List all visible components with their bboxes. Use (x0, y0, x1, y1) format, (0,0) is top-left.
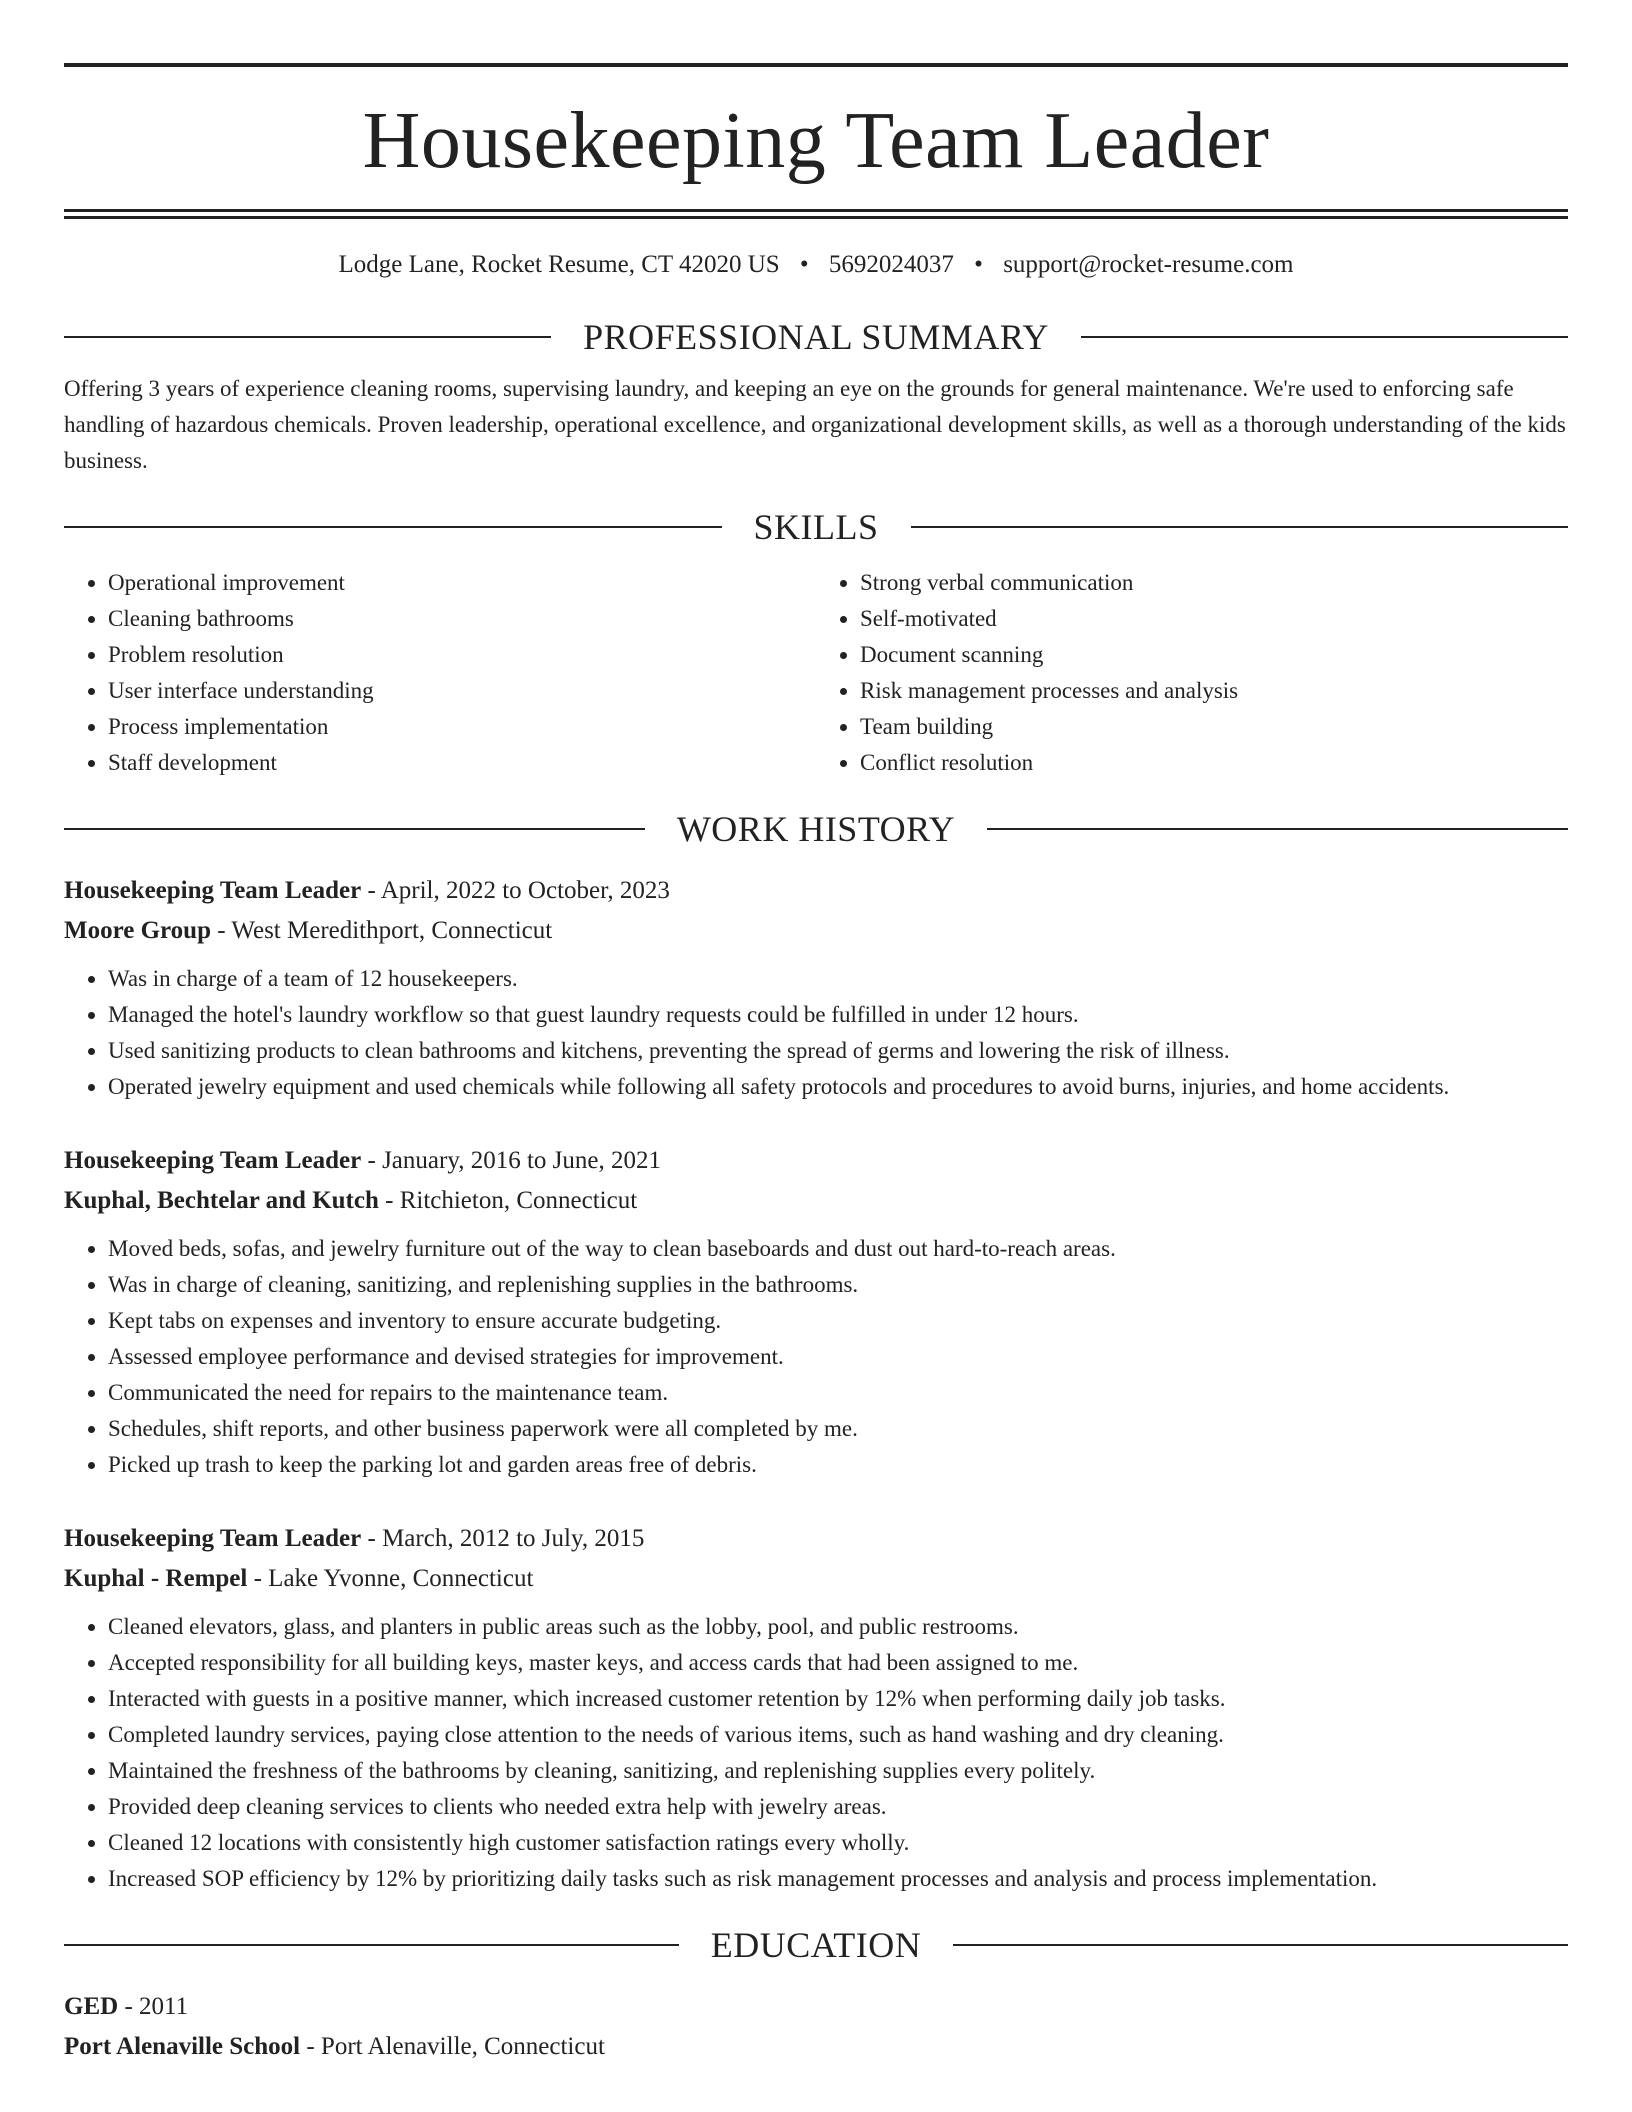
job-title-line (64, 1519, 1568, 1559)
job-bullet: • Cleaned 12 locations with consistently high customer satisfaction ratings every wholly. (108, 1825, 1568, 1861)
job-bullet: • Was in charge of cleaning, sanitizing, and replenishing supplies in the bathrooms. (108, 1267, 1568, 1303)
job-title: Housekeeping Team Leader (64, 1147, 362, 1174)
job-bullet: • Provided deep cleaning services to clients who needed extra help with jewelry areas. (108, 1789, 1568, 1825)
job-dates: - January, 2016 to June, 2021 (361, 1147, 661, 1174)
skill-item: • Problem resolution (108, 637, 816, 673)
skill-item: • Cleaning bathrooms (108, 601, 816, 637)
section-title-work: WORK HISTORY (676, 809, 956, 849)
job-bullet: • Increased SOP efficiency by 12% by prioritizing daily tasks such as risk management processes and analysis and process implementation. (108, 1861, 1568, 1897)
skill-item: • User interface understanding (108, 673, 816, 709)
skill-item: • Operational improvement (108, 565, 816, 601)
education-year: - 2011 (118, 1993, 189, 2020)
double-rule (64, 209, 1568, 219)
contact-email: support@rocket-resume.com (1003, 251, 1294, 278)
job-dates: - April, 2022 to October, 2023 (361, 877, 670, 904)
job-company: Moore Group (64, 917, 211, 944)
job-location: - Ritchieton, Connecticut (378, 1187, 638, 1214)
education-degree-line (64, 1987, 1568, 2027)
job-title-line (64, 871, 1568, 911)
section-header-education (64, 1923, 1568, 1967)
section-title-education: EDUCATION (710, 1925, 922, 1965)
job-bullet: • Maintained the freshness of the bathrooms by cleaning, sanitizing, and replenishing supplies every politely. (108, 1753, 1568, 1789)
job-bullet: • Assessed employee performance and devised strategies for improvement. (108, 1339, 1568, 1375)
job-entry (64, 1141, 1568, 1483)
section-rule (911, 526, 1569, 528)
job-bullet: • Accepted responsibility for all building keys, master keys, and access cards that had been assigned to me. (108, 1645, 1568, 1681)
resume-name: Housekeeping Team Leader (362, 97, 1270, 185)
job-company-line (64, 1559, 1568, 1599)
contact-separator: • (974, 251, 983, 278)
job-bullet: • Picked up trash to keep the parking lot and garden areas free of debris. (108, 1447, 1568, 1483)
job-bullet: • Moved beds, sofas, and jewelry furniture out of the way to clean baseboards and dust out hard-to-reach areas. (108, 1231, 1568, 1267)
summary-text: Offering 3 years of experience cleaning rooms, supervising laundry, and keeping an eye on the grounds for general maintenance. We're used to enforcing safe handling of hazardous chemicals. Proven leadership, operational excellence, and organizational development skills, as well as a thorough understanding of the kids business. (64, 376, 1566, 473)
education-school: Port Alenaville School (64, 2033, 301, 2060)
job-bullet: • Operated jewelry equipment and used chemicals while following all safety protocols and procedures to avoid burns, injuries, and home accidents. (108, 1069, 1568, 1105)
job-title-line (64, 1141, 1568, 1181)
section-title-skills: SKILLS (753, 507, 879, 547)
job-bullet: • Used sanitizing products to clean bathrooms and kitchens, preventing the spread of germs and lowering the risk of illness. (108, 1033, 1568, 1069)
education-school-line (64, 2027, 1568, 2067)
job-bullet: • Cleaned elevators, glass, and planters in public areas such as the lobby, pool, and public restrooms. (108, 1609, 1568, 1645)
section-rule (953, 1944, 1568, 1946)
skill-item: • Conflict resolution (860, 745, 1568, 781)
job-bullet: • Interacted with guests in a positive manner, which increased customer retention by 12% when performing daily job tasks. (108, 1681, 1568, 1717)
contact-phone: 5692024037 (828, 251, 954, 278)
skill-item: • Document scanning (860, 637, 1568, 673)
resume-page (64, 0, 1568, 2067)
section-header-skills (64, 505, 1568, 549)
job-location: - West Meredithport, Connecticut (211, 917, 553, 944)
contact-separator: • (799, 251, 809, 278)
section-rule (64, 1944, 679, 1946)
job-company-line (64, 911, 1568, 951)
job-entry (64, 871, 1568, 1105)
job-company-line (64, 1181, 1568, 1221)
section-rule (64, 828, 645, 830)
skill-item: • Risk management processes and analysis (860, 673, 1568, 709)
job-bullet: • Managed the hotel's laundry workflow so that guest laundry requests could be fulfilled in under 12 hours. (108, 997, 1568, 1033)
education-degree: GED (64, 1993, 119, 2020)
skill-item: • Strong verbal communication (860, 565, 1568, 601)
contact-address: Lodge Lane, Rocket Resume, CT 42020 US (338, 251, 780, 278)
job-bullet: • Completed laundry services, paying close attention to the needs of various items, such as hand washing and dry cleaning. (108, 1717, 1568, 1753)
contact-line (64, 249, 1568, 281)
job-title: Housekeeping Team Leader (64, 877, 362, 904)
job-bullets (64, 961, 1568, 1105)
skill-item: • Process implementation (108, 709, 816, 745)
skill-item: • Staff development (108, 745, 816, 781)
section-header-summary (64, 315, 1568, 359)
section-rule (987, 828, 1568, 830)
skills-column-right (816, 565, 1568, 781)
job-bullet: • Was in charge of a team of 12 housekeepers. (108, 961, 1568, 997)
section-title-summary: PROFESSIONAL SUMMARY (583, 317, 1049, 357)
job-company: Kuphal, Bechtelar and Kutch (64, 1187, 379, 1214)
section-rule (64, 526, 722, 528)
job-bullets (64, 1231, 1568, 1483)
job-bullet: • Schedules, shift reports, and other business paperwork were all completed by me. (108, 1411, 1568, 1447)
job-dates: - March, 2012 to July, 2015 (361, 1525, 645, 1552)
job-bullet: • Communicated the need for repairs to the maintenance team. (108, 1375, 1568, 1411)
skills-column-left (64, 565, 816, 781)
job-bullets (64, 1609, 1568, 1897)
skill-item: • Team building (860, 709, 1568, 745)
job-entry (64, 1519, 1568, 1897)
education-location: - Port Alenaville, Connecticut (300, 2033, 605, 2060)
job-title: Housekeeping Team Leader (64, 1525, 362, 1552)
job-location: - Lake Yvonne, Connecticut (247, 1565, 534, 1592)
section-rule (1081, 336, 1568, 338)
job-company: Kuphal - Rempel (64, 1565, 248, 1592)
section-header-work (64, 807, 1568, 851)
top-rule (64, 63, 1568, 67)
education-entry (64, 1987, 1568, 2067)
section-rule (64, 336, 551, 338)
skills-list (64, 565, 1568, 781)
skill-item: • Self-motivated (860, 601, 1568, 637)
job-bullet: • Kept tabs on expenses and inventory to ensure accurate budgeting. (108, 1303, 1568, 1339)
